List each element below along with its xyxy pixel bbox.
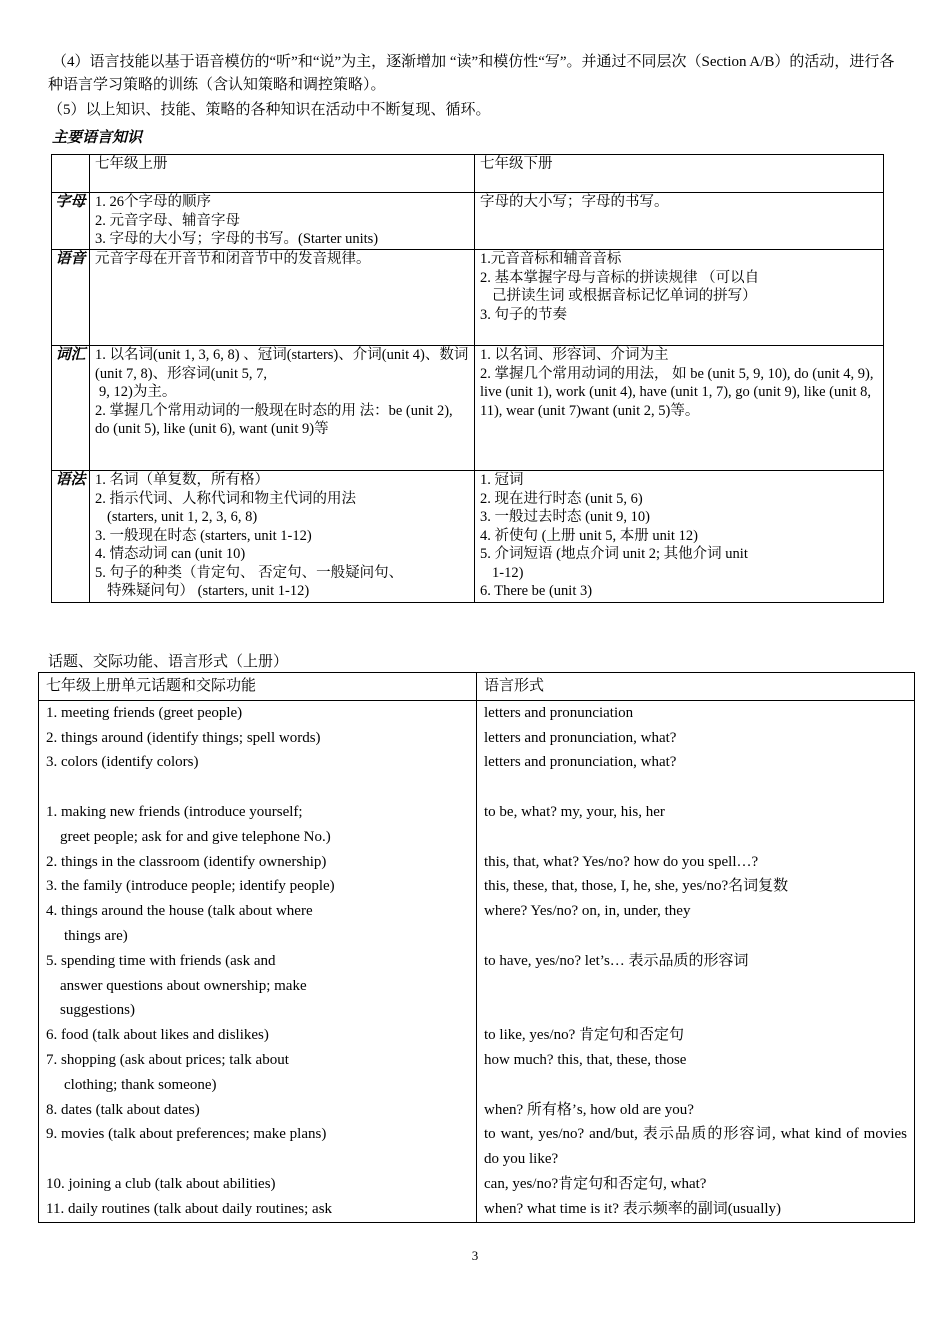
cell-lower [475, 346, 884, 471]
table-row-phonetics [52, 250, 884, 346]
cell-lower [475, 471, 884, 603]
cell-line: 2. 现在进行时态 (unit 5, 6) [480, 490, 643, 507]
empty-corner-cell [52, 155, 90, 193]
form-line: letters and pronunciation, what? [484, 729, 677, 746]
topic-line: 2. things in the classroom (identify ownership) [46, 853, 327, 870]
cell-line: 1. 冠词 [480, 472, 524, 488]
table-body-row [39, 700, 915, 1222]
blank-line [484, 1073, 907, 1098]
topic-line: 6. food (talk about likes and dislikes) [46, 1027, 269, 1044]
table-row-grammar [52, 471, 884, 603]
topic-line: 4. things around the house (talk about where [46, 903, 313, 920]
cell-line: 1-12) [492, 564, 524, 581]
cell-line: 3. 一般过去时态 (unit 9, 10) [480, 509, 650, 525]
cell-line: 5. 介词短语 (地点介词 unit 2; 其他介词 unit [480, 546, 748, 562]
topic-line: 7. shopping (ask about prices; talk about [46, 1051, 289, 1068]
form-line: letters and pronunciation, what? [484, 754, 677, 771]
cell-line: 2. 元音字母、辅音字母 [95, 212, 240, 229]
topic-line: 9. movies (talk about preferences; make plans) [46, 1126, 327, 1143]
cell-line: 1.元音音标和辅音音标 [480, 251, 622, 267]
paragraph-4: （4）语言技能以基于语音模仿的“听”和“说”为主，逐渐增加 “读”和模仿性“写”。并通过不同层次（Section A/B）的活动，进行各种语言学习策略的训练（含认知策略和调控策略）。 [48, 54, 895, 93]
cell-lower [475, 193, 884, 250]
blank-line [46, 775, 469, 800]
blank-line [484, 924, 907, 949]
cell-line: 2. 指示代词、人称代词和物主代词的用法 [95, 490, 356, 507]
form-line: when? what time is it? 表示频率的副词(usually) [484, 1200, 782, 1217]
section-heading-language-knowledge: 主要语言知识 [52, 130, 143, 146]
topic-line: 1. making new friends (introduce yourself; [46, 803, 303, 820]
form-line: can, yes/no?肯定句和否定句, what? [484, 1175, 707, 1192]
cell-line: 1. 以名词(unit 1, 3, 6, 8) 、冠词(starters)、介词(unit 4)、数词(unit 7, 8)、形容词(unit 5, 7, [95, 347, 469, 382]
row-label: 词汇 [52, 346, 90, 471]
cell-line: 5. 句子的种类（肯定句、 否定句、一般疑问句、 [95, 564, 404, 581]
form-line: this, that, what? Yes/no? how do you spell…? [484, 853, 759, 870]
row-label: 字母 [52, 193, 90, 250]
row-label: 语音 [52, 250, 90, 346]
cell-line: 1. 26个字母的顺序 [95, 194, 211, 210]
form-line: how much? this, that, these, those [484, 1051, 687, 1068]
topics-column [39, 700, 477, 1222]
topic-line: 10. joining a club (talk about abilities) [46, 1175, 276, 1192]
cell-line: 4. 情态动词 can (unit 10) [95, 546, 246, 562]
topic-line: greet people; ask for and give telephone No.) [60, 828, 331, 845]
cell-upper [90, 471, 475, 603]
cell-lower [475, 250, 884, 346]
table-header-row [39, 673, 915, 701]
cell-upper [90, 193, 475, 250]
form-line: to want, yes/no? and/but, 表示品质的形容词, what kind of movies do you like? [484, 1126, 907, 1168]
cell-line: 2. 掌握几个常用动词的用法， 如 be (unit 5, 9, 10), do (unit 4, 9), live (unit 1), work (unit 4), have (unit 1, 7), go (unit 9), like (unit 8, 11), wear (unit 7)want (unit 2, 5)等。 [480, 365, 874, 419]
topic-line: answer questions about ownership; make [60, 977, 307, 994]
topic-line: clothing; thank someone) [64, 1076, 217, 1093]
blank-line [484, 775, 907, 800]
blank-line [484, 974, 907, 999]
form-line: to have, yes/no? let’s… 表示品质的形容词 [484, 952, 749, 969]
cell-line: 1. 以名词、形容词、介词为主 [480, 347, 669, 363]
topic-line: 8. dates (talk about dates) [46, 1101, 200, 1118]
topic-line: suggestions) [60, 1002, 135, 1019]
blank-line [484, 998, 907, 1023]
cell-line: 9, 12)为主。 [99, 384, 177, 400]
cell-line: 3. 一般现在时态 (starters, unit 1-12) [95, 527, 312, 544]
table-header-row [52, 155, 884, 193]
form-line: to be, what? my, your, his, her [484, 803, 665, 820]
cell-upper [90, 346, 475, 471]
cell-upper [90, 250, 475, 346]
cell-line: 3. 句子的节奏 [480, 306, 567, 323]
topic-line: 3. the family (introduce people; identify people) [46, 878, 335, 895]
paragraph-5: （5）以上知识、技能、策略的各种知识在活动中不断复现、循环。 [48, 102, 491, 118]
forms-column [477, 700, 915, 1222]
page-number: 3 [471, 1248, 479, 1263]
topics-table-caption: 话题、交际功能、语言形式（上册） [48, 654, 289, 670]
cell-line: 3. 字母的大小写；字母的书写。(Starter units) [95, 231, 379, 247]
form-line: this, these, that, those, I, he, she, yes/no?名词复数 [484, 878, 789, 895]
topics-functions-table [38, 672, 915, 1223]
cell-line: 特殊疑问句） (starters, unit 1-12) [107, 583, 310, 599]
header-grade7-upper: 七年级上册 [90, 155, 475, 193]
table-row-vocabulary [52, 346, 884, 471]
cell-line: 1. 名词（单复数，所有格） [95, 472, 269, 488]
blank-line [46, 1147, 469, 1172]
form-line: to like, yes/no? 肯定句和否定句 [484, 1027, 684, 1044]
form-line: where? Yes/no? on, in, under, they [484, 903, 691, 920]
row-label: 语法 [52, 471, 90, 603]
topic-line: 1. meeting friends (greet people) [46, 704, 243, 721]
topic-line: 11. daily routines (talk about daily routines; ask [46, 1200, 333, 1217]
cell-line: 元音字母在开音节和闭音节中的发音规律。 [95, 251, 371, 267]
form-line: when? 所有格’s, how old are you? [484, 1101, 694, 1118]
cell-line: (starters, unit 1, 2, 3, 6, 8) [107, 509, 258, 525]
header-topics: 七年级上册单元话题和交际功能 [39, 673, 477, 701]
cell-line: 4. 祈使句 (上册 unit 5, 本册 unit 12) [480, 527, 698, 544]
cell-line: 字母的大小写；字母的书写。 [480, 194, 669, 210]
topic-line: 2. things around (identify things; spell words) [46, 729, 321, 746]
language-knowledge-table [51, 154, 884, 603]
cell-line: 己拼读生词 或根据音标记忆单词的拼写） [492, 288, 757, 304]
cell-line: 6. There be (unit 3) [480, 583, 593, 599]
topic-line: 3. colors (identify colors) [46, 754, 199, 771]
header-grade7-lower: 七年级下册 [475, 155, 884, 193]
topic-line: 5. spending time with friends (ask and [46, 952, 276, 969]
form-line: letters and pronunciation [484, 704, 634, 721]
table-row-letters [52, 193, 884, 250]
header-language-forms: 语言形式 [477, 673, 915, 701]
topic-line: things are) [64, 927, 128, 944]
cell-line: 2. 掌握几个常用动词的一般现在时态的用 法：be (unit 2), do (unit 5), like (unit 6), want (unit 9)等 [95, 402, 453, 437]
cell-line: 2. 基本掌握字母与音标的拼读规律 （可以自 [480, 269, 760, 286]
blank-line [484, 825, 907, 850]
